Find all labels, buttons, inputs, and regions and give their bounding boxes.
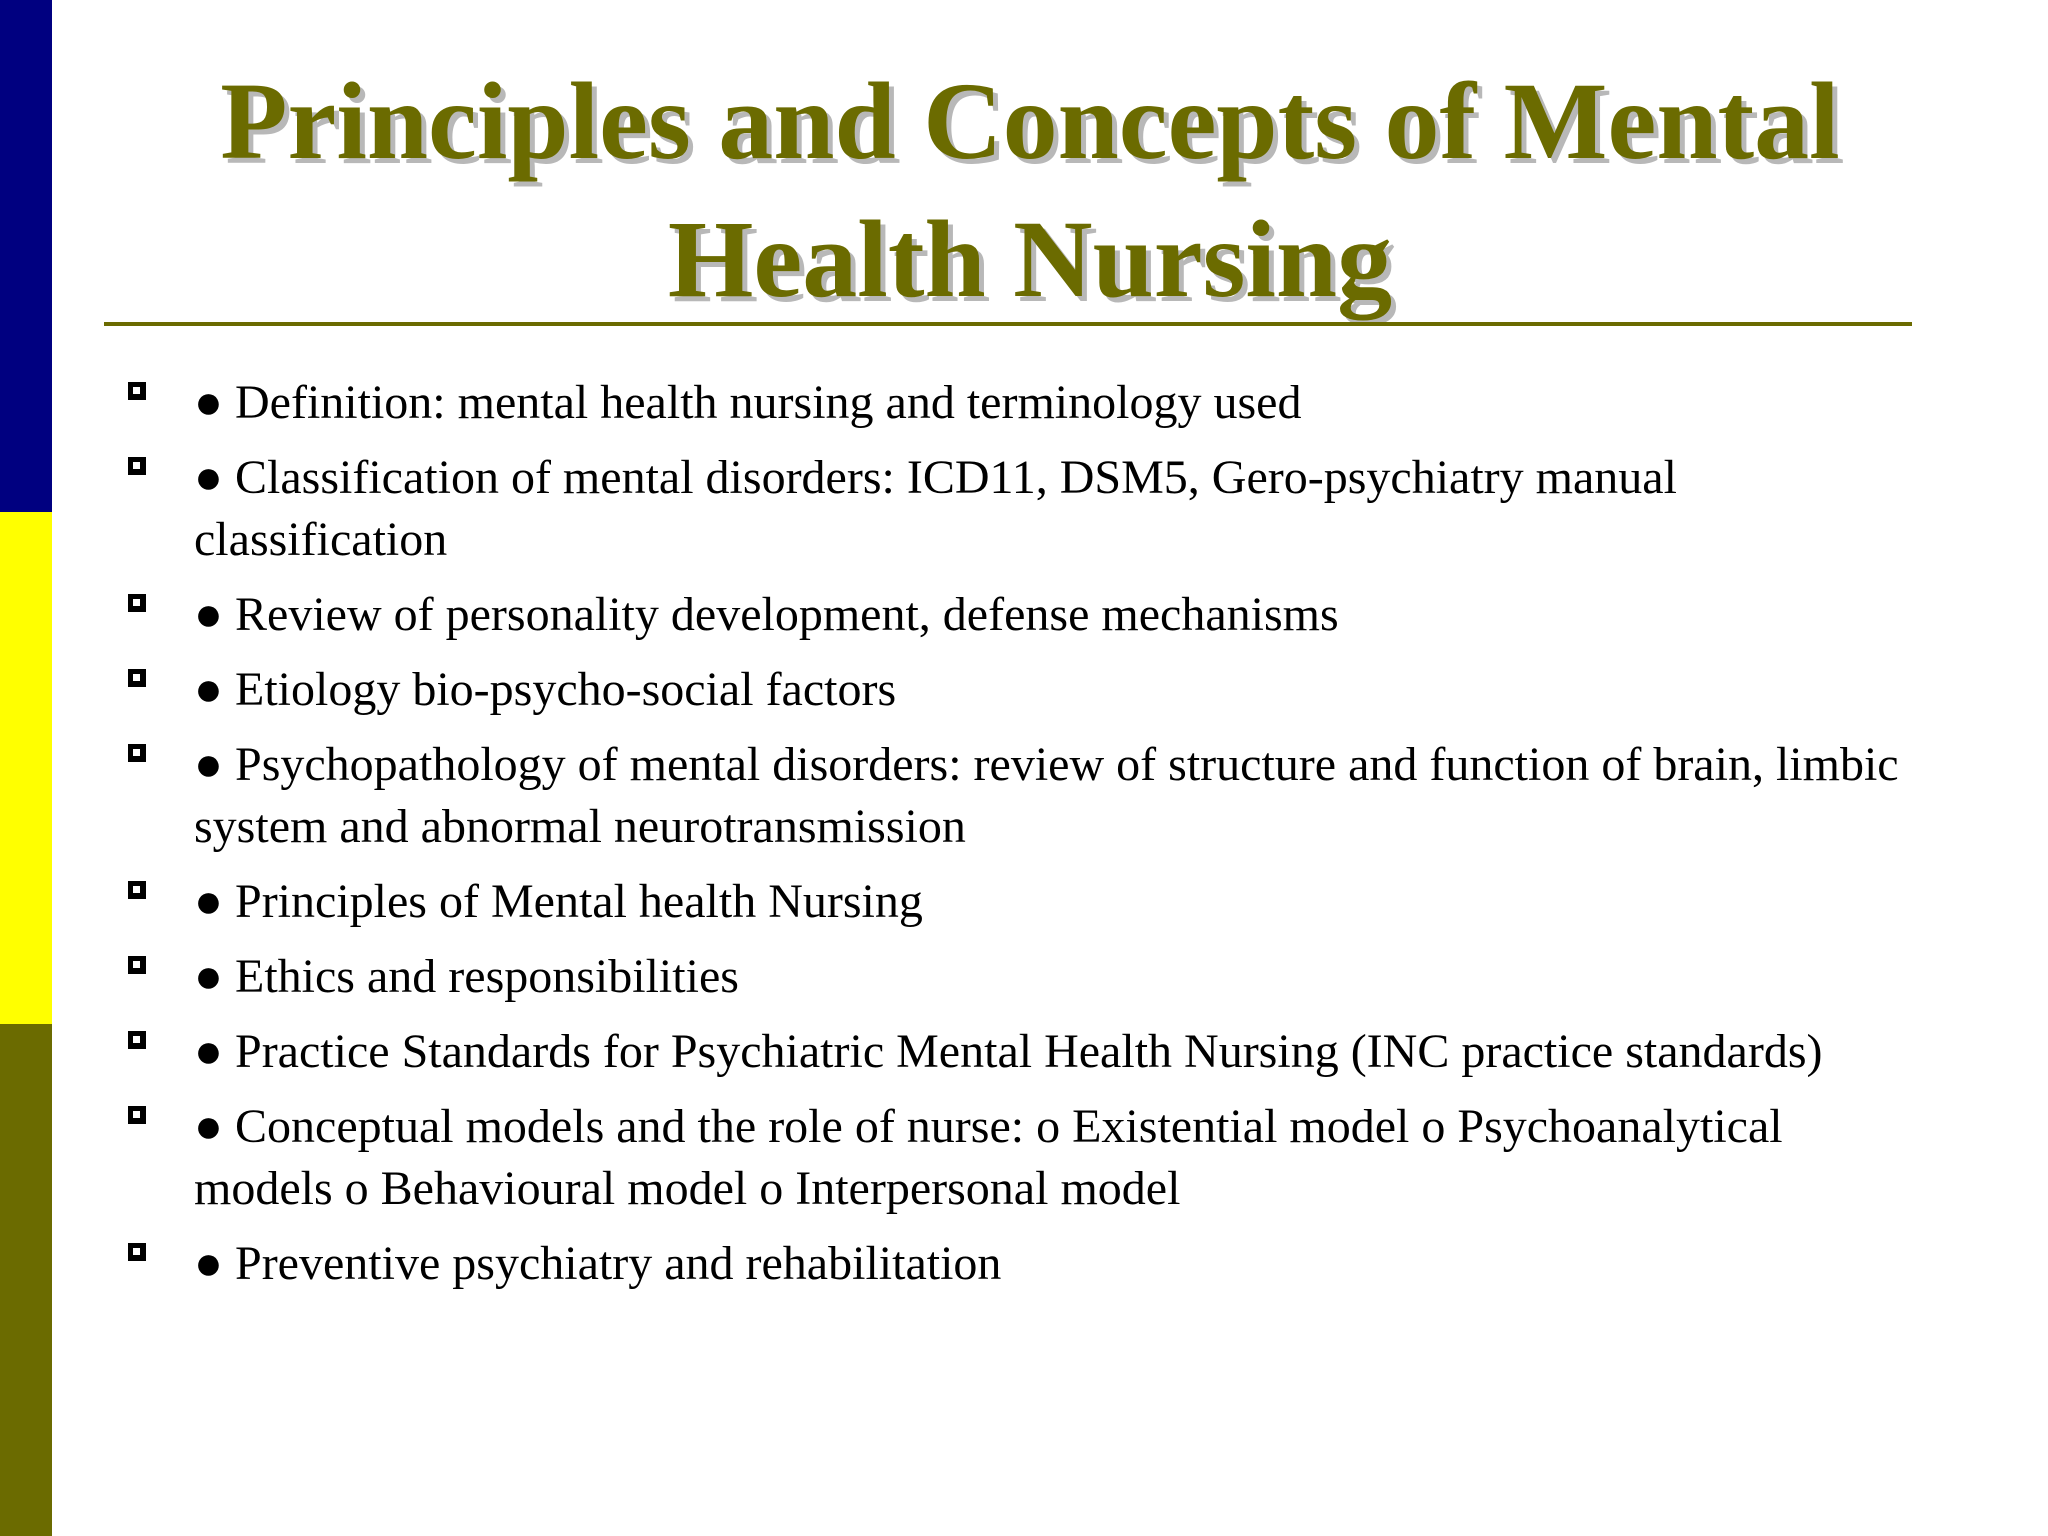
list-item [128,372,1928,434]
list-item-text: ● Review of personality development, defense mechanisms [194,588,1339,641]
list-item-text: ● Preventive psychiatry and rehabilitation [194,1237,1002,1290]
list-item-text: ● Psychopathology of mental disorders: review of structure and function of brain, limbic system and abnormal neurotransmission [194,738,1899,853]
list-item-text: ● Practice Standards for Psychiatric Mental Health Nursing (INC practice standards) [194,1025,1823,1078]
list-item [128,1233,1928,1295]
list-item-text: ● Definition: mental health nursing and terminology used [194,376,1302,429]
square-bullet-icon [128,881,146,899]
square-bullet-icon [128,956,146,974]
list-item [128,659,1928,721]
list-item [128,447,1928,571]
list-item-text: ● Conceptual models and the role of nurse: o Existential model o Psychoanalytical models o Behavioural model o Interpersonal model [194,1100,1783,1215]
accent-bar-olive [0,1024,52,1536]
square-bullet-icon [128,1106,146,1124]
list-item [128,734,1928,858]
square-bullet-icon [128,457,146,475]
list-item [128,584,1928,646]
square-bullet-icon [128,1031,146,1049]
title-divider [104,322,1912,326]
square-bullet-icon [128,744,146,762]
slide-title [100,52,1960,328]
slide-title-line-2: Health Nursing [667,198,1393,320]
list-item-text: ● Classification of mental disorders: ICD11, DSM5, Gero-psychiatry manual classification [194,451,1677,566]
topic-list [128,372,1928,1308]
square-bullet-icon [128,1243,146,1261]
list-item-text: ● Etiology bio-psycho-social factors [194,663,897,716]
square-bullet-icon [128,669,146,687]
accent-color-bar [0,0,52,1536]
list-item [128,871,1928,933]
square-bullet-icon [128,382,146,400]
accent-bar-yellow [0,512,52,1024]
square-bullet-icon [128,594,146,612]
list-item [128,1096,1928,1220]
list-item [128,946,1928,1008]
list-item-text: ● Principles of Mental health Nursing [194,875,923,928]
list-item [128,1021,1928,1083]
list-item-text: ● Ethics and responsibilities [194,950,739,1003]
accent-bar-navy [0,0,52,512]
slide-title-line-1: Principles and Concepts of Mental [220,60,1840,182]
